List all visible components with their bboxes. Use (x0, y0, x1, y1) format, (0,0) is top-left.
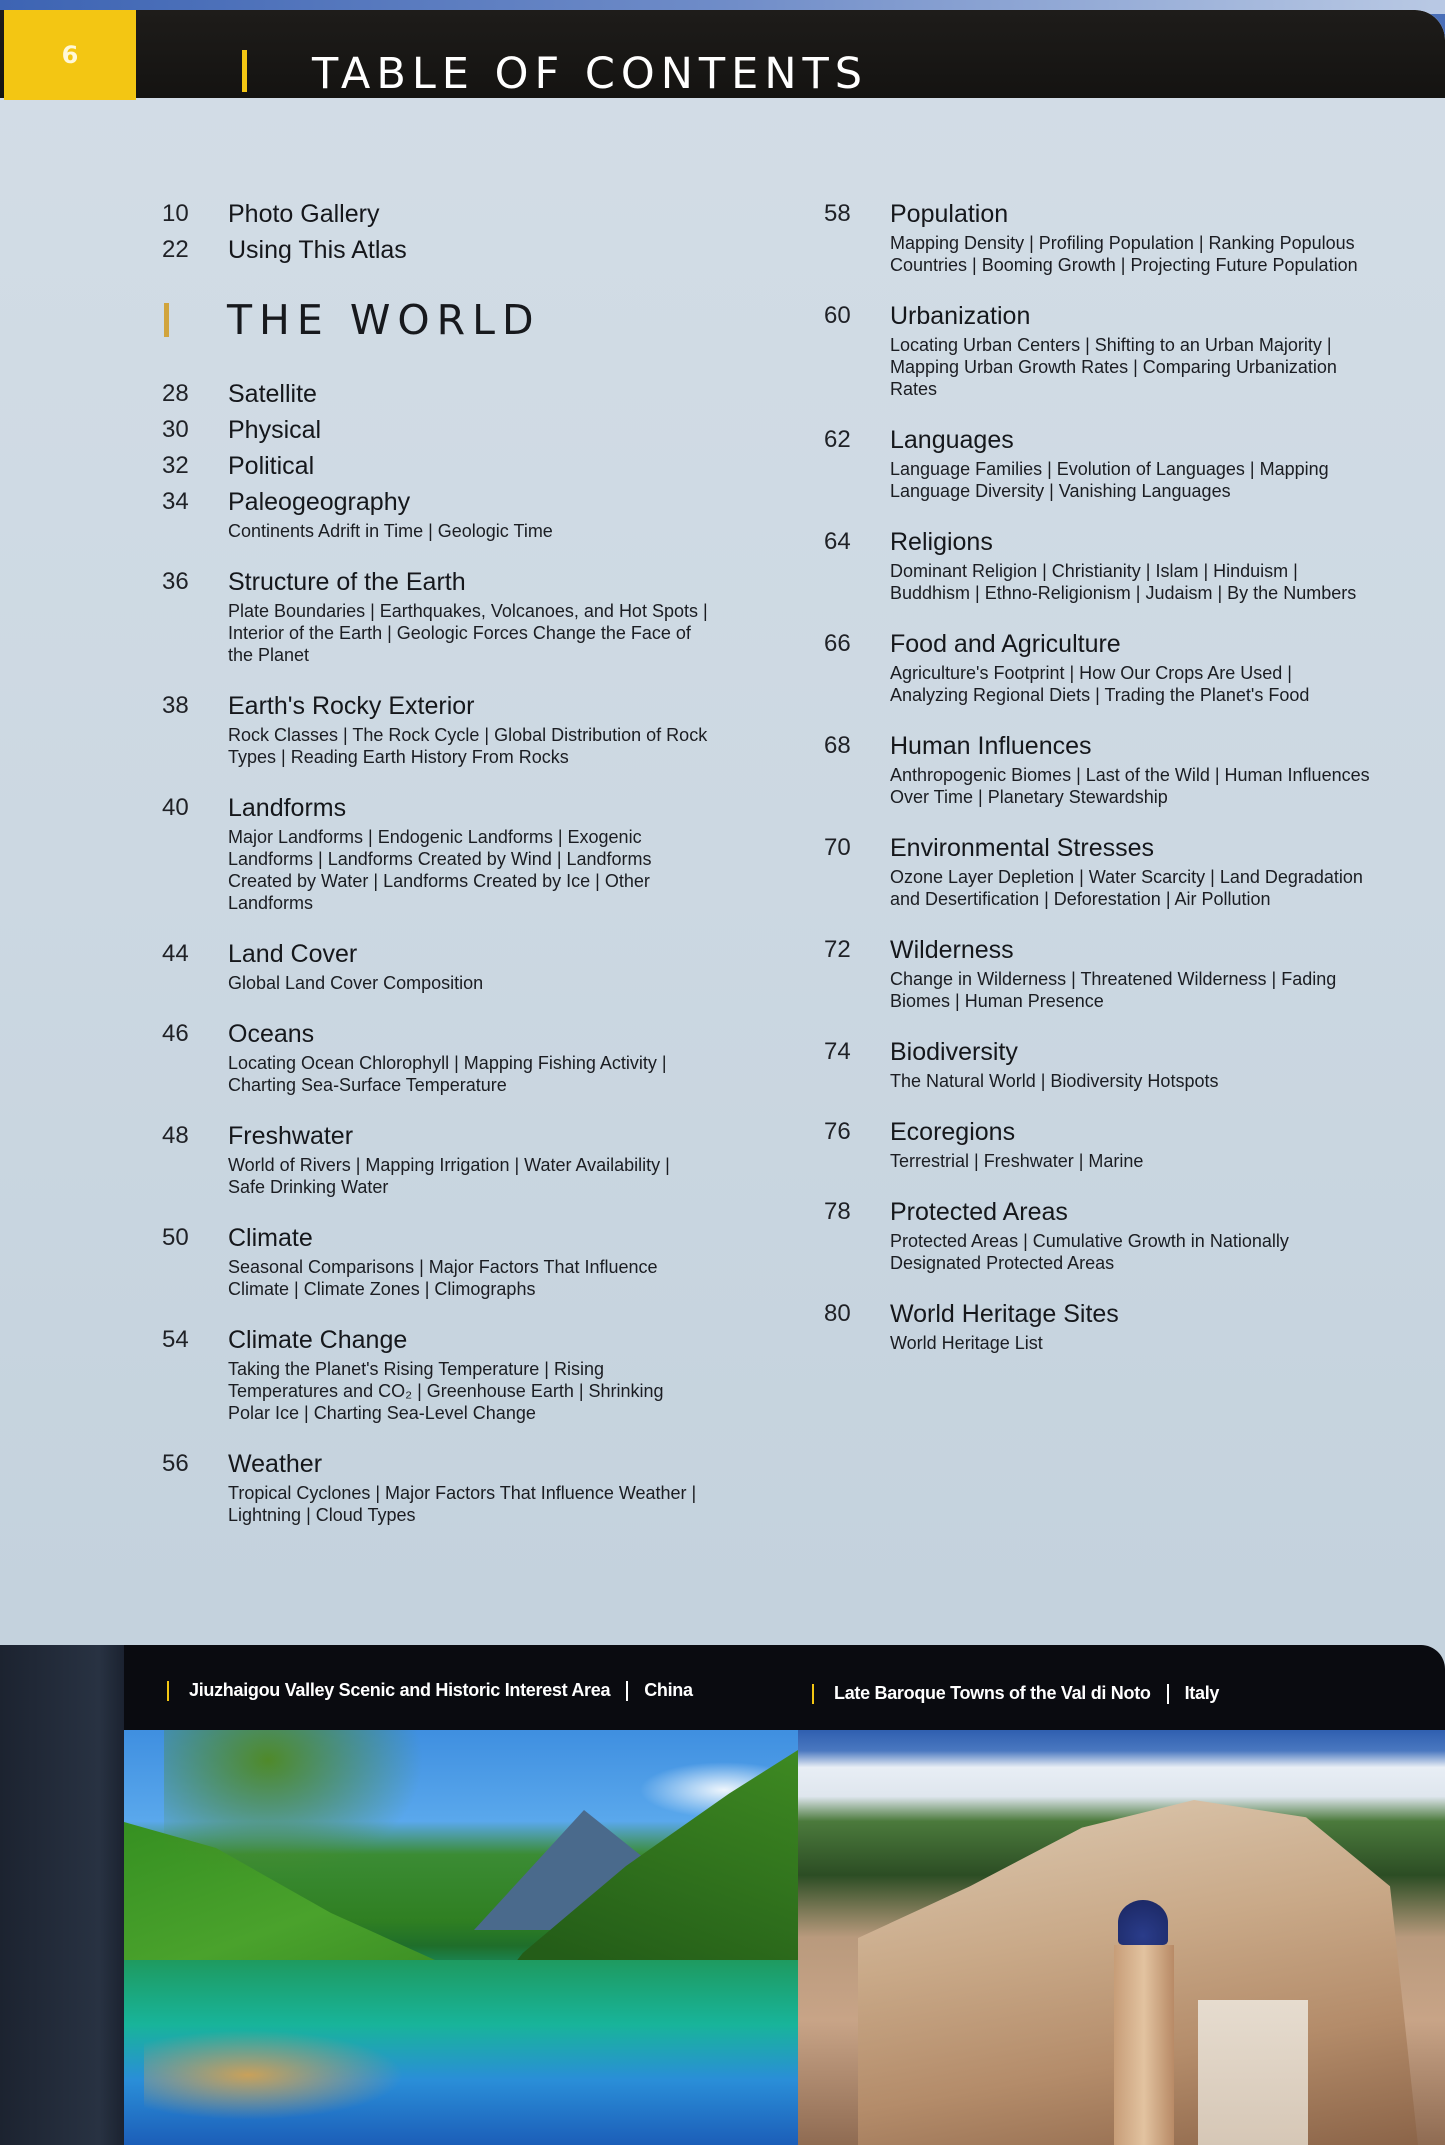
toc-title: Wilderness (890, 936, 1014, 964)
toc-title: Weather (228, 1450, 323, 1478)
toc-entry[interactable] (150, 1446, 710, 1526)
toc-subtopics: Protected Areas | Cumulative Growth in Nationally Designated Protected Areas (890, 1231, 1289, 1273)
toc-page-number: 80 (824, 1300, 851, 1327)
church-facade (1198, 2000, 1308, 2145)
toc-page-number: 64 (824, 528, 851, 555)
toc-entry[interactable] (812, 422, 1372, 502)
caption-country: China (644, 1680, 693, 1700)
caption-divider (1167, 1684, 1169, 1704)
toc-title: Earth's Rocky Exterior (228, 692, 475, 720)
header-accent-rule (242, 50, 247, 92)
toc-entry[interactable] (812, 524, 1372, 604)
toc-entry[interactable] (150, 412, 710, 448)
toc-page-number: 74 (824, 1038, 851, 1065)
caption-accent-rule (812, 1684, 814, 1704)
caption-site: Jiuzhaigou Valley Scenic and Historic Interest Area (189, 1680, 611, 1700)
toc-entry[interactable] (150, 1118, 710, 1198)
toc-entry[interactable] (812, 1194, 1372, 1274)
toc-subtopics: World of Rivers | Mapping Irrigation | Water Availability | Safe Drinking Water (228, 1155, 670, 1197)
toc-right-column (812, 196, 1372, 1366)
toc-entry[interactable] (812, 830, 1372, 910)
toc-page-number: 54 (162, 1326, 189, 1353)
toc-page-number: 34 (162, 488, 189, 515)
toc-title: Climate (228, 1224, 313, 1252)
toc-entry[interactable] (812, 196, 1372, 276)
toc-entry[interactable] (150, 484, 710, 542)
church-tower (1114, 1945, 1174, 2145)
baroque-hill-town-photo (798, 1730, 1445, 2145)
toc-entry[interactable] (150, 376, 710, 412)
toc-page-number: 22 (162, 236, 189, 263)
toc-entry[interactable] (812, 298, 1372, 400)
toc-subtopics: Rock Classes | The Rock Cycle | Global Distribution of Rock Types | Reading Earth History From Rocks (228, 725, 708, 767)
toc-page-number: 66 (824, 630, 851, 657)
toc-page-number: 36 (162, 568, 189, 595)
toc-page-number: 56 (162, 1450, 189, 1477)
toc-subtopics: World Heritage List (890, 1333, 1043, 1353)
toc-subtopics: Continents Adrift in Time | Geologic Time (228, 521, 553, 541)
toc-entry[interactable] (812, 728, 1372, 808)
caption-country: Italy (1184, 1683, 1220, 1703)
caption-site: Late Baroque Towns of the Val di Noto (834, 1683, 1151, 1703)
toc-title: Protected Areas (890, 1198, 1068, 1226)
toc-entry[interactable] (150, 232, 710, 268)
toc-page-number: 70 (824, 834, 851, 861)
toc-subtopics: Major Landforms | Endogenic Landforms | Exogenic Landforms | Landforms Created by Wind | Landforms Created by Water | Landforms Created by Ice | Other Landforms (228, 827, 652, 913)
toc-page-number: 10 (162, 200, 189, 227)
toc-page-number: 46 (162, 1020, 189, 1047)
toc-page-number: 38 (162, 692, 189, 719)
toc-subtopics: Mapping Density | Profiling Population | Ranking Populous Countries | Booming Growth | Projecting Future Population (890, 233, 1358, 275)
toc-page-number: 78 (824, 1198, 851, 1225)
toc-subtopics: Change in Wilderness | Threatened Wilderness | Fading Biomes | Human Presence (890, 969, 1337, 1011)
toc-title: Environmental Stresses (890, 834, 1155, 862)
toc-title: Religions (890, 528, 993, 556)
toc-entry[interactable] (812, 1296, 1372, 1354)
toc-entry[interactable] (150, 1220, 710, 1300)
toc-page-number: 76 (824, 1118, 851, 1145)
toc-subtopics: Language Families | Evolution of Languages | Mapping Language Diversity | Vanishing Languages (890, 459, 1329, 501)
photo-caption-left (167, 1680, 693, 1701)
toc-title: Ecoregions (890, 1118, 1016, 1146)
toc-title: Land Cover (228, 940, 358, 968)
toc-entry[interactable] (812, 1114, 1372, 1172)
toc-subtopics: Tropical Cyclones | Major Factors That Influence Weather | Lightning | Cloud Types (228, 1483, 697, 1525)
toc-subtopics: The Natural World | Biodiversity Hotspots (890, 1071, 1219, 1091)
toc-title: World Heritage Sites (890, 1300, 1119, 1328)
toc-entry[interactable] (812, 932, 1372, 1012)
page-number: 6 (61, 41, 79, 69)
toc-title: Freshwater (228, 1122, 354, 1150)
section-label: THE WORLD (227, 296, 541, 344)
caption-divider (626, 1681, 628, 1701)
photo-caption-right (812, 1683, 1219, 1704)
section-accent-rule (164, 303, 169, 337)
toc-subtopics: Global Land Cover Composition (228, 973, 484, 993)
toc-title: Structure of the Earth (228, 568, 466, 596)
toc-title: Political (228, 452, 315, 480)
toc-left-column (150, 196, 710, 1538)
book-spine (0, 1645, 124, 2145)
toc-title: Urbanization (890, 302, 1031, 330)
toc-page-number: 30 (162, 416, 189, 443)
submerged-branches (144, 2030, 404, 2120)
toc-page-number: 72 (824, 936, 851, 963)
blue-dome (1118, 1900, 1168, 1945)
toc-title: Satellite (228, 380, 317, 408)
hanging-leaves (164, 1730, 424, 1880)
toc-entry[interactable] (150, 688, 710, 768)
toc-title: Using This Atlas (228, 236, 407, 264)
toc-page-number: 50 (162, 1224, 189, 1251)
toc-entry[interactable] (150, 790, 710, 914)
toc-subtopics: Agriculture's Footprint | How Our Crops Are Used | Analyzing Regional Diets | Trading the Planet's Food (890, 663, 1310, 705)
toc-subtopics: Terrestrial | Freshwater | Marine (890, 1151, 1144, 1171)
toc-subtopics: Ozone Layer Depletion | Water Scarcity | Land Degradation and Desertification | Deforestation | Air Pollution (890, 867, 1363, 909)
toc-title: Human Influences (890, 732, 1092, 760)
toc-subtopics: Seasonal Comparisons | Major Factors That Influence Climate | Climate Zones | Climographs (228, 1257, 658, 1299)
toc-page-number: 44 (162, 940, 189, 967)
toc-entry[interactable] (812, 1034, 1372, 1092)
toc-page-number: 58 (824, 200, 851, 227)
toc-title: Languages (890, 426, 1014, 454)
toc-title: Climate Change (228, 1326, 408, 1354)
page-title: TABLE OF CONTENTS (312, 49, 869, 99)
caption-accent-rule (167, 1681, 169, 1701)
toc-title: Paleogeography (228, 488, 411, 516)
toc-title: Physical (228, 416, 322, 444)
toc-title: Food and Agriculture (890, 630, 1121, 658)
toc-entry[interactable] (150, 196, 710, 232)
toc-title: Oceans (228, 1020, 315, 1048)
toc-title: Biodiversity (890, 1038, 1018, 1066)
toc-entry[interactable] (150, 936, 710, 994)
toc-page-number: 62 (824, 426, 851, 453)
toc-page-number: 60 (824, 302, 851, 329)
toc-page-number: 32 (162, 452, 189, 479)
toc-title: Population (890, 200, 1009, 228)
toc-subtopics: Locating Ocean Chlorophyll | Mapping Fishing Activity | Charting Sea-Surface Temperature (228, 1053, 667, 1095)
page-number-tab (4, 10, 136, 100)
toc-subtopics: Locating Urban Centers | Shifting to an Urban Majority | Mapping Urban Growth Rates | Comparing Urbanization Rates (890, 335, 1337, 399)
toc-subtopics: Taking the Planet's Rising Temperature | Rising Temperatures and CO₂ | Greenhouse Earth | Shrinking Polar Ice | Charting Sea-Level Change (228, 1359, 664, 1423)
toc-page-number: 68 (824, 732, 851, 759)
section-heading (150, 292, 710, 348)
toc-entry[interactable] (150, 1322, 710, 1424)
toc-entry[interactable] (812, 626, 1372, 706)
lake-valley-photo (124, 1730, 798, 2145)
toc-entry[interactable] (150, 1016, 710, 1096)
toc-subtopics: Plate Boundaries | Earthquakes, Volcanoes, and Hot Spots | Interior of the Earth | Geologic Forces Change the Face of the Planet (228, 601, 708, 665)
toc-entry[interactable] (150, 448, 710, 484)
toc-entry[interactable] (150, 564, 710, 666)
toc-subtopics: Anthropogenic Biomes | Last of the Wild | Human Influences Over Time | Planetary Stewardship (890, 765, 1370, 807)
toc-page-number: 48 (162, 1122, 189, 1149)
toc-subtopics: Dominant Religion | Christianity | Islam | Hinduism | Buddhism | Ethno-Religionism | Judaism | By the Numbers (890, 561, 1357, 603)
toc-page-number: 40 (162, 794, 189, 821)
toc-title: Photo Gallery (228, 200, 380, 228)
toc-page-number: 28 (162, 380, 189, 407)
toc-title: Landforms (228, 794, 347, 822)
